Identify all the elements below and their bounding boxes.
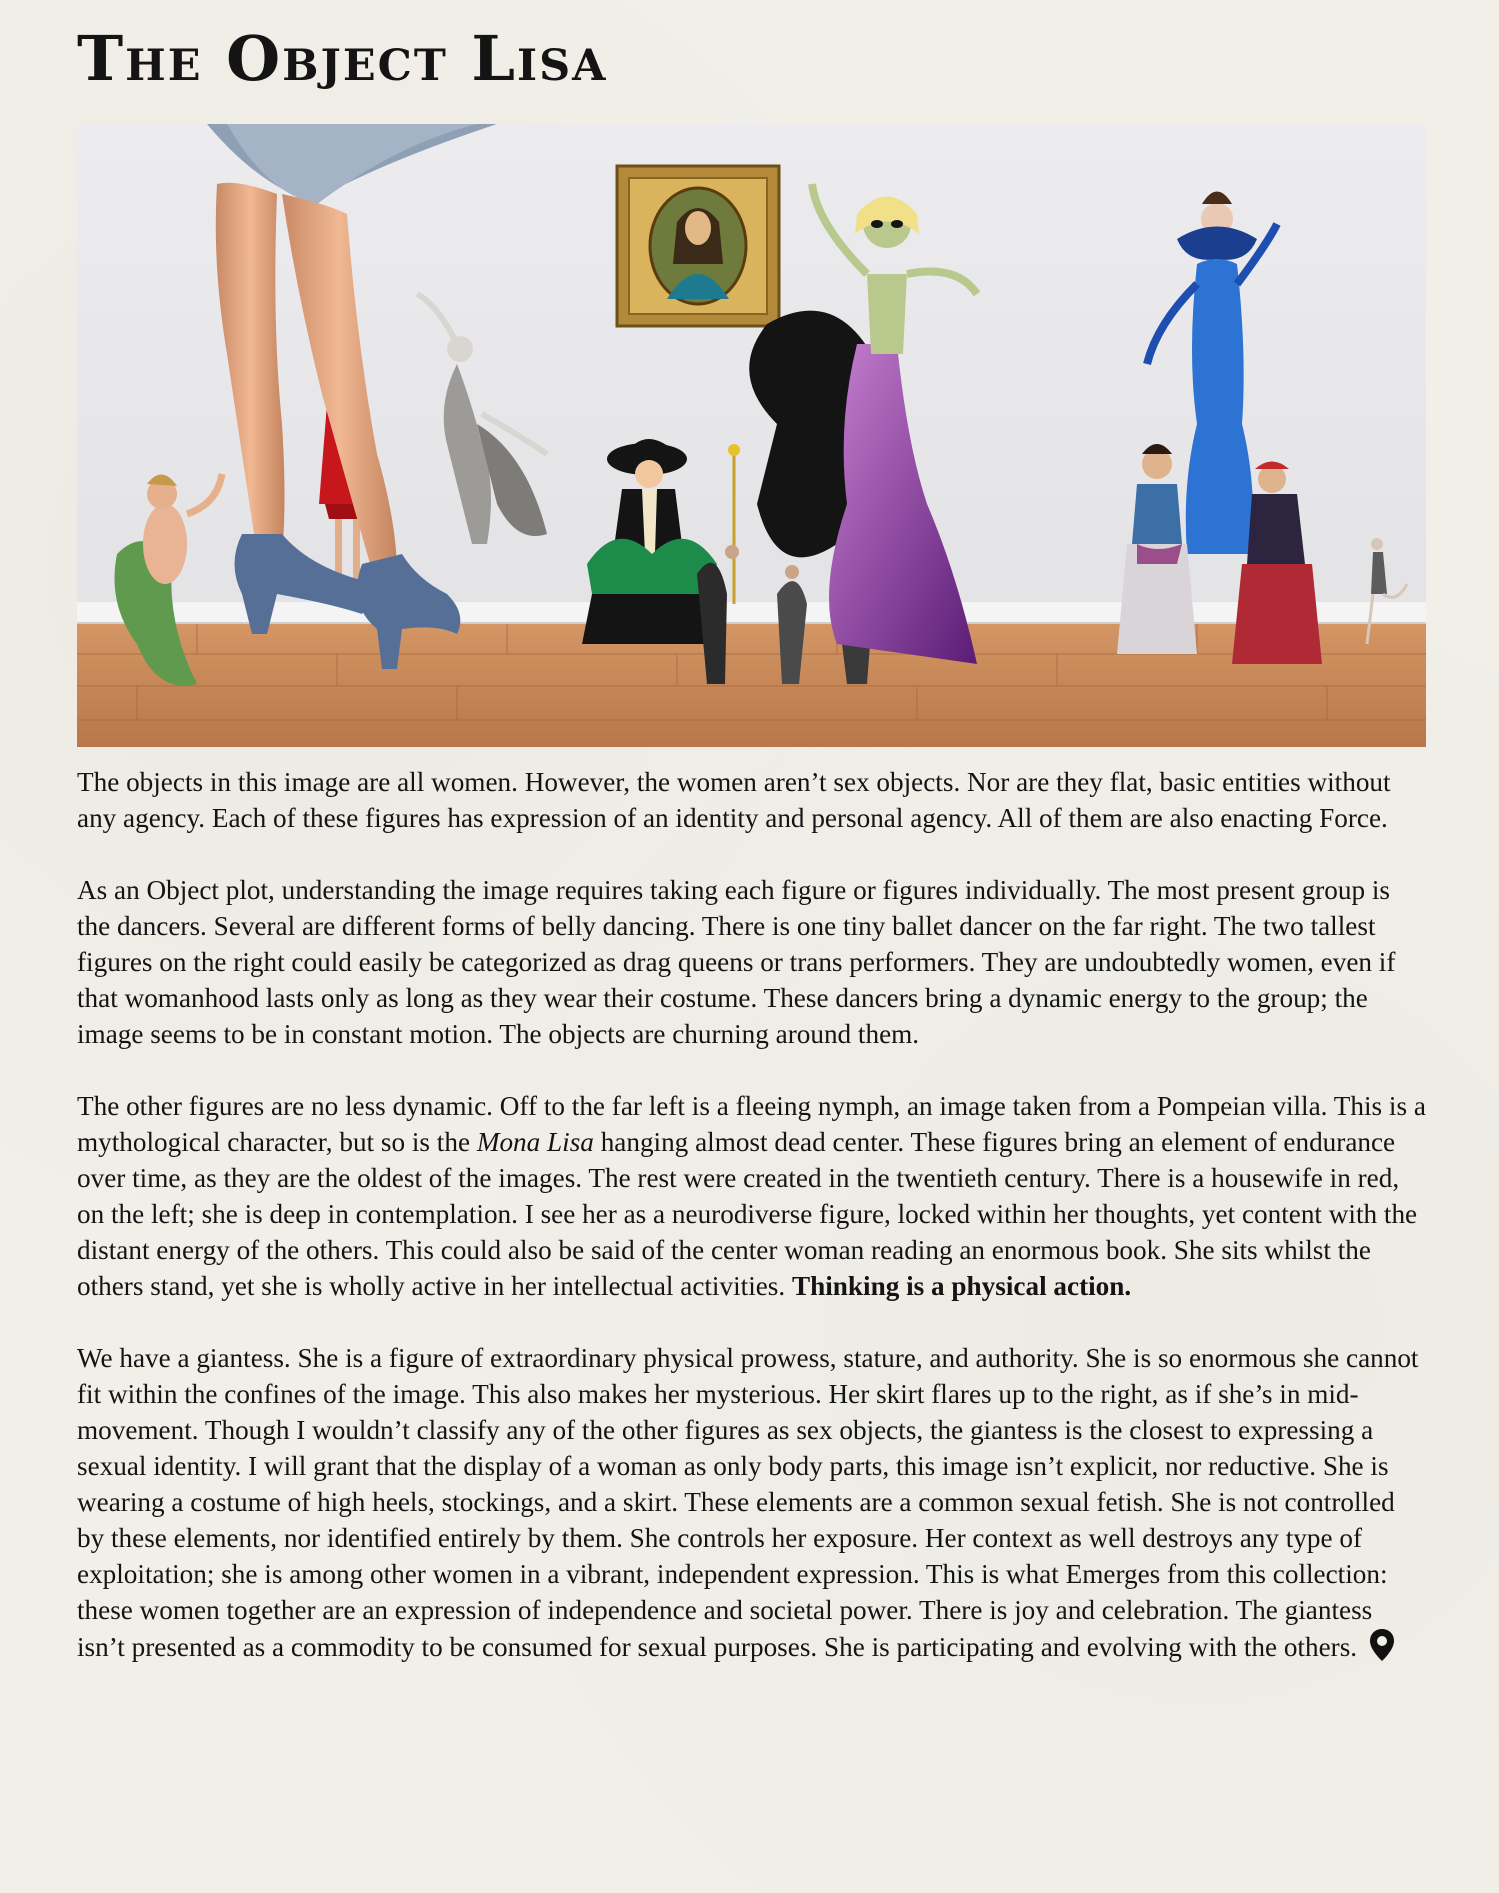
paragraph-4-text: We have a giantess. She is a figure of extraordinary physical prowess, stature, and authority. She is so enormous she cannot fit within the confines of the image. This also makes her mysterious. Her skirt flares up to the right, as if she’s in mid-movement. Though I wouldn’t classify any of the other figures as sex objects, the giantess is the closest to expressing a sexual identity. I will grant that the display of a woman as only body parts, this image isn’t explicit, nor reductive. She is wearing a costume of high heels, stockings, and a skirt. These elements are a common sexual fetish. She is not controlled by these elements, nor identified entirely by them. She controls her exposure. Her context as well destroys any type of exploitation; she is among other women in a vibrant, independent expression. This is what Emerges from this collection: these women together are an expression of independence and societal power. There is joy and celebration. The giantess isn’t presented as a commodity to be consumed for sexual purposes. She is participating and evolving with the others.	[77, 1343, 1419, 1662]
paragraph-4	[77, 1340, 1426, 1665]
mona-lisa-frame	[617, 166, 779, 326]
paragraph-1: The objects in this image are all women. However, the women aren’t sex objects. Nor are they flat, basic entities without any agency. Each of these figures has expression of an identity and personal agency. All of them are also enacting Force.	[77, 767, 1391, 833]
article-body	[77, 764, 1426, 1665]
collage-illustration	[77, 124, 1426, 747]
paragraph-2: As an Object plot, understanding the image requires taking each figure or figures individually. The most present group is the dancers. Several are different forms of belly dancing. There is one tiny ballet dancer on the far right. The two tallest figures on the right could easily be categorized as drag queens or trans performers. They are undoubtedly women, even if that womanhood lasts only as long as they wear their costume. These dancers bring a dynamic energy to the group; the image seems to be in constant motion. The objects are churning around them.	[77, 875, 1396, 1049]
paragraph-3-text-b: hanging almost dead center. These figures bring an element of endurance over time, as they are the oldest of the images. The rest were created in the twentieth century. There is a housewife in red, on the left; she is deep in contemplation. I see her as a neurodiverse figure, locked within her thoughts, yet content with the distant energy of the others. This could also be said of the center woman reading an enormous book. She sits whilst the others stand, yet she is wholly active in her intellectual activities.	[77, 1127, 1418, 1301]
baseboard	[77, 602, 1426, 624]
paragraph-3-text-a: The other figures are no less dynamic. Off to the far left is a fleeing nymph, an image taken from a Pompeian villa. This is a mythological character, but so is the	[77, 1091, 1426, 1157]
mona-lisa-italic: Mona Lisa	[476, 1127, 594, 1157]
page-title: The Object Lisa	[77, 22, 608, 95]
map-pin-icon	[1369, 1628, 1395, 1662]
paragraph-3	[77, 1088, 1426, 1304]
thinking-emphasis: Thinking is a physical action.	[792, 1271, 1132, 1301]
